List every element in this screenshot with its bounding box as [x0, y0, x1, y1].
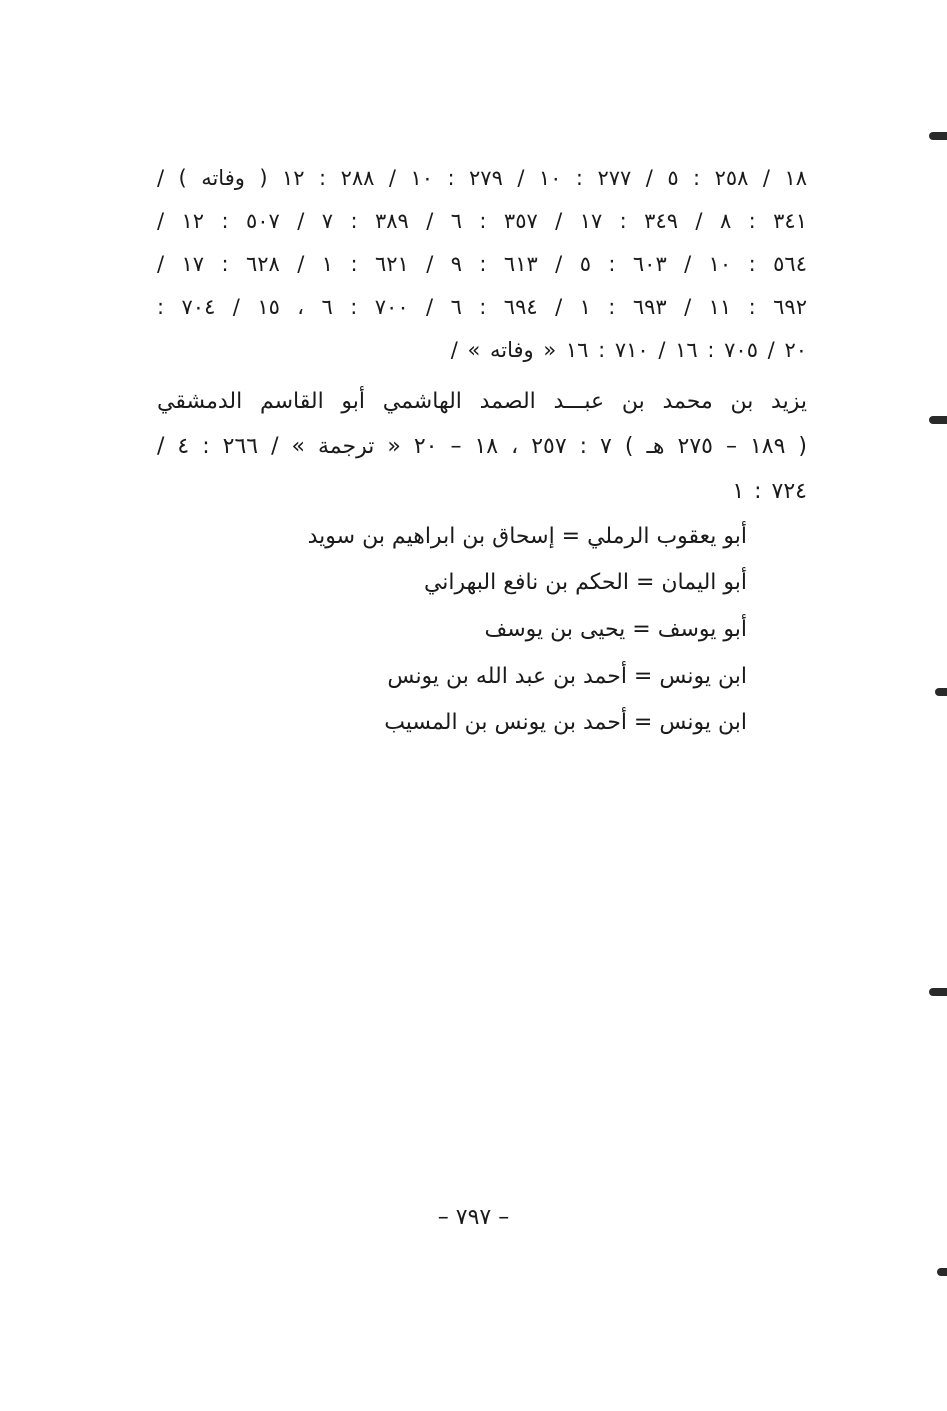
reference-line: ٣٤١ : ٨ / ٣٤٩ : ١٧ / ٣٥٧ : ٦ / ٣٨٩ : ٧ / ٥٠٧ : ١٢ /: [157, 209, 807, 233]
reference-line: ١٨ / ٢٥٨ : ٥ / ٢٧٧ : ١٠ / ٢٧٩ : ١٠ / ٢٨٨ : ١٢ ( وفاته ) /: [157, 166, 808, 190]
reference-line: ٥٦٤ : ١٠ / ٦٠٣ : ٥ / ٦١٣ : ٩ / ٦٢١ : ١ / ٦٢٨ : ١٧ /: [157, 252, 807, 276]
reference-line: ٦٩٢ : ١١ / ٦٩٣ : ١ / ٦٩٤ : ٦ / ٧٠٠ : ٦ ، ١٥ / ٧٠٤ :: [157, 295, 807, 319]
margin-mark: [937, 1268, 947, 1276]
alias-entry: أبو اليمان = الحكم بن نافع البهراني: [423, 570, 747, 595]
page-number: – ٧٩٧ –: [437, 1205, 510, 1230]
entry-heading: يزيد بن محمد بن عبـــد الصمد الهاشمي أبو القاسم الدمشقي: [157, 389, 807, 414]
entry-block: [157, 382, 807, 512]
alias-entry: أبو يوسف = يحيى بن يوسف: [484, 617, 747, 642]
margin-mark: [929, 988, 947, 996]
alias-entry: ابن يونس = أحمد بن عبد الله بن يونس: [387, 664, 747, 689]
entry-line: ( ١٨٩ – ٢٧٥ هـ ) ٧ : ٢٥٧ ، ١٨ – ٢٠ « ترجمة » / ٢٦٦ : ٤ /: [157, 434, 807, 459]
margin-mark: [935, 688, 947, 696]
margin-mark: [929, 416, 947, 424]
alias-entry: ابن يونس = أحمد بن يونس بن المسيب: [384, 710, 747, 735]
entry-line: ٧٢٤ : ١: [732, 479, 807, 504]
references-block: [157, 158, 807, 378]
reference-line: ٢٠ / ٧٠٥ : ١٦ / ٧١٠ : ١٦ « وفاته » /: [450, 338, 807, 362]
margin-mark: [929, 132, 947, 140]
alias-entry: أبو يعقوب الرملي = إسحاق بن ابراهيم بن سويد: [307, 524, 747, 549]
